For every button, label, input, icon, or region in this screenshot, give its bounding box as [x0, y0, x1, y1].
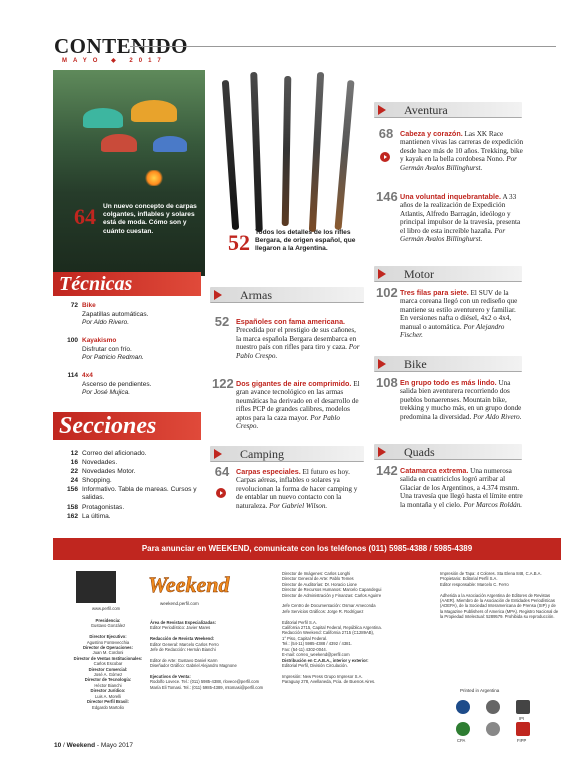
category-heading: Aventura — [404, 103, 448, 117]
masthead-line: María Eli Tomasi. Tel.: (011) 5985-4389, mtomasi@perfil.com — [150, 684, 264, 690]
masthead-line: Juan M. Cordoni — [92, 650, 124, 656]
seccion-item[interactable] — [60, 459, 200, 467]
cpa-logo-icon — [456, 722, 470, 736]
seccion-text: Novedades. — [82, 459, 118, 466]
article-text — [400, 193, 524, 243]
article-author: Por Pablo Crespo. — [236, 343, 360, 360]
rifle-shape — [309, 72, 324, 232]
masthead-column-directors — [70, 618, 146, 710]
page-number: 114 — [67, 372, 78, 379]
tecnicas-item[interactable] — [60, 337, 200, 363]
article-title: Carpas especiales. — [236, 467, 301, 476]
article-title: Dos gigantes de aire comprimido. — [236, 379, 352, 388]
masthead-line: Luis A. Morelli — [94, 693, 122, 699]
item-title: Bike — [82, 302, 96, 309]
article-body: Las XK Race mantienen vivas las carreras de expedición desde hace más de 10 años. Trekking, bike y kayak en la bella cordobesa Nono. — [400, 130, 524, 164]
article-body: El SUV de la marca coreana llegó con un rediseño que mantiene su estilo aventurero y familiar. En versiones nafta o diésel, 4x2 o 4x4, manual o automática. — [400, 289, 518, 331]
masthead-line: Director de Auditorías: Dr. Horacio Lione — [282, 581, 357, 587]
article-text — [236, 468, 362, 510]
item-title: 4x4 — [82, 372, 93, 379]
association-seal-icon — [456, 700, 470, 714]
page-number: 102 — [376, 285, 398, 300]
article-item[interactable] — [376, 189, 524, 244]
masthead-column-legal — [440, 571, 560, 620]
page-number-footer: 10 — [54, 742, 62, 749]
seccion-text: Correo del aficionado. — [82, 450, 147, 457]
weekend-logo: Weekend — [148, 572, 230, 597]
page-number: 122 — [212, 376, 234, 391]
item-desc: Zapatillas automáticas. — [82, 310, 149, 318]
page-number: 52 — [214, 314, 230, 329]
masthead-line: Redacción de Revista Weekend: — [150, 636, 215, 642]
category-heading: Motor — [404, 267, 434, 281]
page-number: 162 — [66, 513, 78, 520]
masthead-line: Director Perfil Brasil: — [87, 699, 129, 705]
masthead-line: Director Comercial: — [88, 666, 128, 672]
feature-rifles-page: 52 — [228, 230, 250, 255]
category-armas — [210, 287, 364, 303]
weekend-url[interactable]: weekend.perfil.com — [160, 601, 199, 606]
page-number: 12 — [70, 450, 78, 457]
masthead-line: Impresión: New Press Grupo Impresor S.A. — [282, 673, 363, 679]
page-number: 16 — [70, 459, 78, 466]
masthead-line: Editor Periodístico: Javier Mares — [150, 625, 211, 631]
seccion-text: Informativo. Tabla de mareas. Cursos y salidas. — [82, 486, 197, 501]
article-author: Por Gabriel Wilson. — [267, 501, 328, 510]
triangle-icon — [214, 290, 222, 300]
masthead-line: Director General de Arte: Pablo Temes — [282, 576, 354, 582]
category-motor — [374, 266, 522, 282]
category-heading: Armas — [240, 288, 272, 302]
tecnicas-item[interactable] — [60, 372, 200, 398]
masthead-line: Director de Operaciones: — [82, 645, 134, 651]
item-author: Por José Mujica. — [82, 389, 131, 396]
masthead-line: Presidencia: — [95, 618, 121, 623]
masthead-column-editorial — [150, 620, 276, 690]
rifle-shape — [282, 76, 292, 226]
article-body: El gran avance tecnológico en las armas neumáticas ha derivado en el desarrollo de rifles PCP de grandes calibres, modelos aptos para la caza mayor. — [236, 380, 360, 422]
item-author: Por Patricio Redman. — [82, 354, 144, 361]
article-title: Cabeza y corazón. — [400, 129, 463, 138]
article-body: El futuro es hoy. Carpas aéreas, inflables o solares ya revolucionan la forma de hacer camping y de entablar un nuevo contacto con la naturaleza. — [236, 468, 358, 510]
category-heading: Camping — [240, 447, 284, 461]
masthead-line: Editor responsable: Marcelo C. Ferro — [440, 581, 509, 587]
secciones-heading: Secciones — [59, 413, 157, 439]
page-number: 158 — [66, 504, 78, 511]
camping-photo — [53, 70, 205, 276]
masthead-line: Impresión de Tapa: 4 Colores. Sta Elena 848, C.A.B.A. — [440, 571, 542, 576]
seccion-item[interactable] — [60, 504, 200, 512]
page-number: 100 — [67, 337, 78, 344]
masthead-line: Propietario: Editorial Perfil S.A. — [440, 576, 498, 582]
masthead-line: Director Jurídico: — [90, 688, 126, 694]
masthead-line: José A. Gómez — [93, 672, 123, 678]
article-text — [400, 467, 524, 509]
masthead-line: Rodolfo Lovece. Tel.: (011) 5985-4388, rlovece@perfil.com — [150, 679, 260, 685]
feature-photo-caption: Un nuevo concepto de carpas colgantes, inflables y solares está de moda. Cómo son y cuánto cuestan. — [103, 203, 197, 235]
article-item[interactable] — [376, 375, 524, 421]
masthead-line: Ejecutivos de Venta: — [150, 674, 191, 680]
secciones-banner — [53, 412, 201, 440]
tecnicas-item[interactable] — [60, 302, 200, 328]
masthead-line: Héctor Bianchi — [94, 682, 122, 688]
masthead-line: 1° Piso, Capital Federal. — [282, 635, 328, 641]
seal-label: CPA — [457, 738, 466, 743]
article-body: Precedida por el prestigio de sus cañones, la marca española Bergara desembarca en nuestro país con rifles para tiro y caza. — [236, 326, 357, 352]
article-item[interactable] — [212, 376, 362, 431]
article-title: Españoles con fama americana. — [236, 317, 346, 326]
article-item[interactable] — [212, 464, 362, 510]
triangle-icon — [378, 269, 386, 279]
article-text — [236, 318, 362, 360]
seccion-text: Novedades Motor. — [82, 468, 136, 475]
masthead-line: Agustino Fontevecchia — [86, 639, 130, 645]
association-seal-icon — [486, 722, 500, 736]
article-author: Por Aldo Rivero. — [471, 412, 522, 421]
brand-footer: Weekend — [66, 742, 96, 749]
item-desc: Disfrutar con frío. — [82, 345, 132, 353]
article-body: Una numerosa salida en cuatriciclos logró arribar al Glaciar de los Argentinos, a 4.374 msnm. Una travesía que llegó hasta el límite entre la montaña y el cielo. — [400, 467, 523, 509]
article-body: A 33 años de la realización de Expedición Atlantis, Alfredo Barragán, ideólogo y principal impulsor de la travesía, presenta el libro de esta increíble hazaña. — [400, 193, 521, 235]
rifle-shape — [334, 80, 354, 230]
tecnicas-heading: Técnicas — [59, 273, 133, 295]
item-desc: Ascenso de pendientes. — [82, 380, 152, 388]
masthead-line: Jefe Centro de Documentación: Osmar Ameconda — [282, 603, 376, 609]
masthead-line: Edgardo Martolio — [92, 704, 124, 710]
masthead-line: Director de Recursos Humanos: Marcelo Capandegui — [282, 587, 382, 593]
advertising-band: Para anunciar en WEEKEND, comunicate con los teléfonos (011) 5985-4388 / 5985-4389 — [53, 538, 561, 560]
triangle-icon — [378, 447, 386, 457]
article-author: Por Germán Avalos Billinghurst. — [400, 226, 506, 244]
tent-shape — [153, 136, 187, 152]
category-heading: Quads — [404, 445, 435, 459]
campfire — [145, 170, 163, 186]
article-author: Por Alejandro Fischer. — [400, 322, 505, 340]
masthead-line: Paraguay 278, Avellaneda, Pcia. de Buenos Aires. — [282, 679, 376, 685]
masthead-line: E-mail: correo_weekend@perfil.com — [282, 652, 350, 658]
masthead-line: California 2715, Capital Federal, República Argentina. — [282, 625, 382, 631]
play-icon — [216, 488, 226, 498]
page-number: 146 — [376, 189, 398, 204]
triangle-icon — [378, 105, 386, 115]
page-number: 142 — [376, 463, 398, 478]
seccion-text: Protagonistas. — [82, 504, 125, 511]
seal-label: FIPP — [517, 738, 527, 743]
page-number: 22 — [70, 468, 78, 475]
masthead-line: Director de Administración y Finanzas: Carlos Aguirre — [282, 592, 382, 598]
article-text — [236, 380, 362, 430]
article-author: Por Germán Avalos Billinghurst. — [400, 155, 517, 172]
issue-footer: - Mayo 2017 — [96, 742, 134, 749]
triangle-icon — [378, 359, 386, 369]
play-icon — [380, 152, 390, 162]
seal-label: IPI — [519, 716, 525, 721]
masthead-line: Director de Tecnología: — [84, 677, 132, 683]
page-title: CONTENIDO — [54, 34, 189, 58]
category-aventura — [374, 102, 522, 118]
seccion-item[interactable] — [60, 486, 200, 502]
masthead-line: Jefe de Redacción: Hernán Bianchi — [150, 647, 216, 653]
triangle-icon — [214, 449, 222, 459]
seccion-text: La última. — [82, 513, 111, 520]
perfil-logo — [76, 571, 116, 603]
masthead-line: Distribución en C.A.B.A., interior y exterior: — [282, 657, 369, 663]
tent-shape — [83, 108, 123, 128]
article-title: Tres filas para siete. — [400, 288, 469, 297]
category-camping — [210, 446, 364, 462]
page-number: 64 — [214, 464, 230, 479]
page-number: 72 — [70, 302, 78, 309]
article-text — [400, 289, 524, 339]
perfil-url[interactable]: www.perfil.com — [92, 606, 121, 611]
masthead-line: Fax: (54-11) 4302-0044. — [282, 646, 327, 652]
masthead-line: Área de Revistas Especializadas: — [150, 620, 217, 625]
masthead-line: Director Ejecutivo: — [89, 634, 127, 640]
fipp-logo-icon — [516, 722, 530, 736]
masthead-line: Editorial Perfil S.A. — [282, 619, 317, 625]
rifle-shape — [250, 72, 263, 232]
seccion-item[interactable] — [60, 468, 200, 476]
tecnicas-banner — [53, 272, 201, 296]
article-author: Por Pablo Crespo. — [236, 413, 340, 431]
item-author: Por Aldo Rivero. — [82, 319, 130, 326]
tent-shape — [101, 134, 137, 152]
article-body: Una salida bien aventurera recorriendo dos pueblos bonaerenses. Mountain bike, trekking y mucho más, en un grupo donde predomina la diversidad. — [400, 379, 522, 421]
issue-date: MAYO ◆ 2017 — [62, 58, 167, 64]
association-seal-icon — [486, 700, 500, 714]
page-footer: 10 / Weekend - Mayo 2017 — [54, 742, 134, 749]
seccion-text: Shopping. — [82, 477, 112, 484]
masthead-line: Director de Imágenes: Carlos Longhi — [282, 571, 351, 576]
article-text — [400, 379, 524, 421]
masthead-line: Editor General: Marcelo Carlos Ferro — [150, 641, 219, 647]
feature-rifles-caption: Todos los detalles de los rifles Bergara, de origen español, que llegaron a la Argentina. — [255, 229, 356, 253]
item-title: Kayakismo — [82, 337, 117, 344]
page-number: 108 — [376, 375, 398, 390]
masthead-line: Redacción Weekend: California 2715 (C1289AB), — [282, 630, 375, 636]
article-title: En grupo todo es más lindo. — [400, 378, 497, 387]
masthead-line: Editor de Arte: Gustavo Daniel Karm — [150, 657, 218, 663]
ipi-logo-icon — [516, 700, 530, 714]
page-number: 24 — [70, 477, 78, 484]
category-heading: Bike — [404, 357, 427, 371]
seccion-item[interactable] — [60, 513, 200, 521]
page-number: 156 — [66, 486, 78, 493]
category-quads — [374, 444, 522, 460]
header-rule — [130, 46, 556, 47]
article-text — [400, 130, 524, 172]
masthead-line: Jefe Servicios Gráficos: Jorge R. Rodríguez — [282, 608, 364, 614]
masthead-line: Director de Ventas Institucionales: — [73, 655, 143, 661]
masthead-line: Adherida a la Asociación Argentina de Editores de Revistas (AAER). Miembro de la Asociación de Entidades Periodísticas (ADEPA), de la Sociedad Interamericana de Prensa (SIP) y de la Magazine Publishers of America (MPA). Registro Nacional de la Propiedad Intelectual: 5289579. Prohibida su reproducción. — [440, 592, 559, 620]
feature-photo-page: 64 — [74, 204, 96, 229]
tent-shape — [131, 100, 177, 122]
page-number: 68 — [378, 126, 394, 141]
printed-in: Printed in Argentina — [460, 688, 500, 693]
masthead-line: Editorial Perfil, División Circulación. — [282, 662, 348, 668]
masthead-line: Diseñador Gráfico: Gabriel Alejandro Magnone — [150, 663, 237, 669]
article-title: Una voluntad inquebrantable. — [400, 192, 502, 201]
article-item[interactable] — [376, 285, 524, 340]
article-item[interactable] — [212, 314, 362, 360]
article-item[interactable] — [376, 463, 524, 509]
masthead-line: Gustavo González — [90, 623, 126, 629]
article-author: Por Marcos Roldán. — [461, 500, 523, 509]
rifle-shape — [222, 80, 239, 230]
masthead-line: Tel.: (54-11) 5985-4388 / 4392 / 4381. — [282, 641, 352, 647]
seccion-item[interactable] — [60, 450, 200, 458]
masthead-column-company — [282, 571, 432, 685]
category-bike — [374, 356, 522, 372]
masthead-line: Carlos Escobar — [93, 661, 123, 667]
article-item[interactable] — [376, 126, 524, 172]
seccion-item[interactable] — [60, 477, 200, 485]
article-title: Catamarca extrema. — [400, 466, 469, 475]
